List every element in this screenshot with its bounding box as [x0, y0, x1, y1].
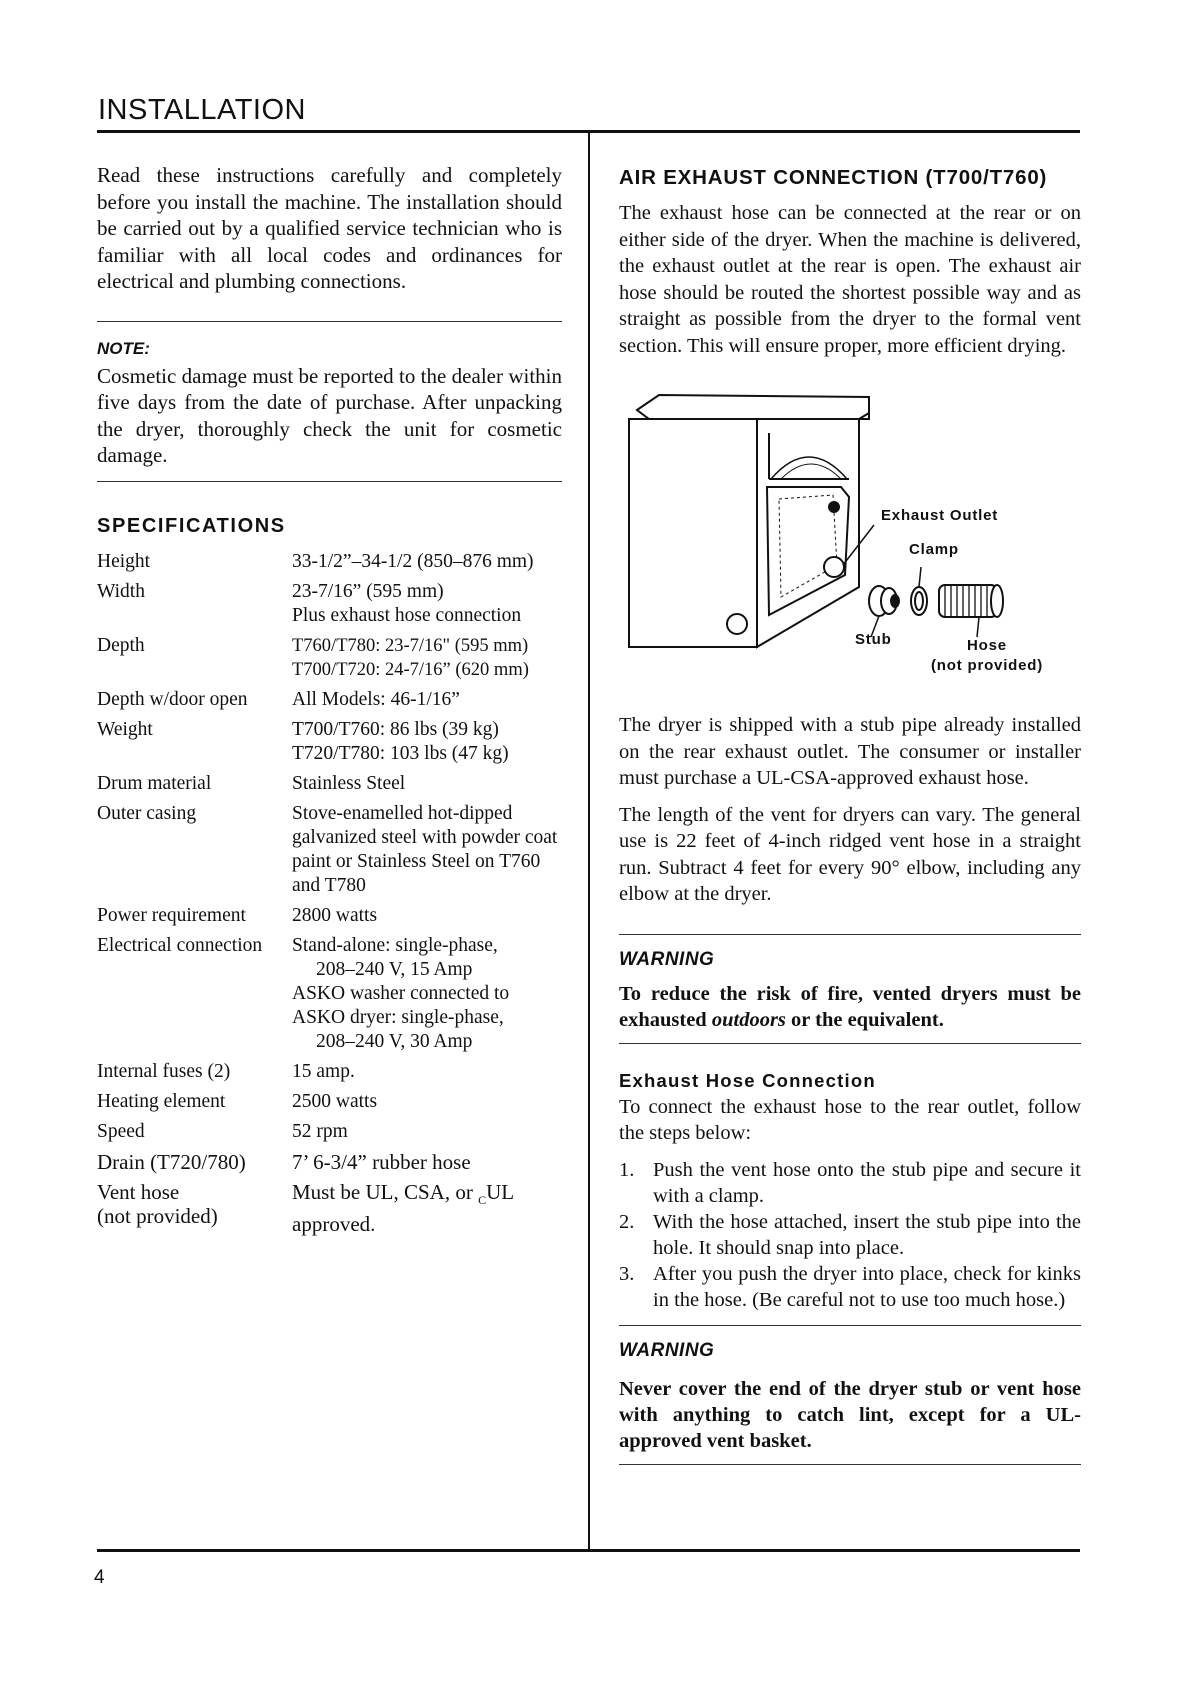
list-item: 3. After you push the dryer into place, check for kinks in the hose. (Be careful not to use too much hose.) [619, 1262, 1081, 1311]
spec-value: Must be UL, CSA, or $_C$UL approved. [292, 1179, 515, 1236]
spec-row [97, 904, 562, 934]
exhaust-intro: The exhaust hose can be connected at the rear or on either side of the dryer. When the machine is delivered, the exhaust outlet at the rear is open. The exhaust air hose should be routed the shortest possible way and as straight as possible from the dryer to the formal vent section. This will ensure proper, more efficient drying. [619, 202, 1081, 357]
spec-row [97, 580, 562, 634]
exhaust-hose-connection-heading: Exhaust Hose Connection [619, 1069, 876, 1091]
air-exhaust-heading: AIR EXHAUST CONNECTION (T700/T760) [619, 166, 1048, 189]
hose-label: Hose [967, 637, 1007, 654]
spec-row [97, 634, 562, 688]
spec-value: 33-1/2”–34-1/2 (850–876 mm) [292, 550, 534, 572]
spec-value: 15 amp. [292, 1060, 355, 1082]
column-divider [588, 133, 590, 1549]
connection-intro: To connect the exhaust hose to the rear outlet, follow the steps below: [619, 1095, 1081, 1144]
spec-key: Drum material [97, 772, 212, 794]
spec-row [97, 1060, 562, 1090]
specifications-table [97, 550, 562, 1242]
spec-value: Stainless Steel [292, 772, 406, 794]
spec-value: Stove-enamelled hot-dipped galvanized steel with powder coat paint or Stainless Steel on T760 and T780 [292, 802, 558, 896]
spec-key: Internal fuses (2) [97, 1060, 231, 1082]
spec-key: Outer casing [97, 802, 197, 824]
dryer-exhaust-figure [619, 375, 1081, 710]
page-title: INSTALLATION [98, 94, 306, 126]
footer-rule [97, 1549, 1080, 1552]
spec-row [97, 550, 562, 580]
note-label: NOTE: [97, 338, 150, 358]
vent-length-paragraph: The length of the vent for dryers can vary. The general use is 22 feet of 4-inch ridged vent hose in a straight run. Subtract 4 feet for every 90° elbow, including any elbow at the dryer. [619, 803, 1081, 905]
spec-row [97, 1120, 562, 1150]
clamp-label: Clamp [909, 541, 959, 558]
exhaust-outlet-label: Exhaust Outlet [881, 507, 999, 524]
spec-value: 7’ 6-3/4” rubber hose [292, 1149, 471, 1174]
spec-key: Depth [97, 634, 145, 656]
spec-value: T700/T760: 86 lbs (39 kg) T720/T780: 103 lbs (47 kg) [292, 718, 509, 764]
warning-label: WARNING [619, 948, 715, 970]
spec-row [97, 718, 562, 772]
specifications-heading: SPECIFICATIONS [97, 514, 286, 537]
spec-key: Weight [97, 718, 153, 740]
warning-text: To reduce the risk of fire, vented dryers must be exhausted outdoors or the equivalent. [619, 982, 1081, 1031]
spec-key: Depth w/door open [97, 688, 248, 710]
list-item: 2. With the hose attached, insert the stub pipe into the hole. It should snap into place. [619, 1210, 1081, 1259]
spec-row [97, 802, 562, 904]
divider [619, 1325, 1081, 1326]
spec-row [97, 1180, 562, 1242]
divider [619, 1043, 1081, 1044]
page-number: 4 [94, 1567, 105, 1588]
spec-row [97, 688, 562, 718]
right-column [619, 166, 1081, 1465]
stub-paragraph: The dryer is shipped with a stub pipe already installed on the rear exhaust outlet. The consumer or installer must purchase a UL-CSA-approved exhaust hose. [619, 714, 1081, 789]
spec-key: Width [97, 580, 145, 602]
spec-key: Power requirement [97, 904, 246, 926]
spec-value: All Models: 46-1/16” [292, 688, 460, 710]
spec-row [97, 772, 562, 802]
spec-key: Heating element [97, 1090, 226, 1112]
spec-row [97, 1090, 562, 1120]
spec-value: Stand-alone: single-phase, 208–240 V, 15 Amp ASKO washer connected to ASKO dryer: single-phase, 208–240 V, 30 Amp [292, 934, 510, 1052]
divider [97, 321, 562, 322]
spec-value: 2800 watts [292, 904, 378, 926]
warning-text: Never cover the end of the dryer stub or vent hose with anything to catch lint, except for a UL-approved vent basket. [619, 1377, 1081, 1452]
warning-label: WARNING [619, 1339, 715, 1361]
spec-value: 52 rpm [292, 1120, 348, 1142]
stub-label: Stub [855, 631, 892, 648]
spec-value: 2500 watts [292, 1090, 378, 1112]
spec-key: Drain (T720/780) [97, 1149, 246, 1174]
spec-key: Speed [97, 1120, 145, 1142]
spec-key: Height [97, 550, 151, 572]
spec-row [97, 934, 562, 1060]
list-item: 1. Push the vent hose onto the stub pipe and secure it with a clamp. [619, 1158, 1081, 1207]
intro-paragraph: Read these instructions carefully and completely before you install the machine. The installation should be carried out by a qualified service technician who is familiar with all local codes and ordinances for electrical and plumbing connections. [97, 163, 562, 293]
left-column [97, 162, 562, 1242]
spec-value: 23-7/16” (595 mm) Plus exhaust hose connection [292, 580, 522, 626]
spec-row [97, 1150, 562, 1180]
spec-key: Vent hose (not provided) [97, 1179, 218, 1228]
note-text: Cosmetic damage must be reported to the dealer within five days from the date of purchase. After unpacking the dryer, thoroughly check the unit for cosmetic damage. [97, 363, 562, 467]
spec-key: Electrical connection [97, 934, 263, 956]
divider [619, 934, 1081, 935]
hose-note-label: (not provided) [931, 657, 1044, 674]
spec-value: T760/T780: 23-7/16" (595 mm) T700/T720: 24-7/16” (620 mm) [292, 635, 529, 680]
steps-list [619, 1157, 1081, 1313]
divider [97, 481, 562, 482]
divider [619, 1464, 1081, 1465]
